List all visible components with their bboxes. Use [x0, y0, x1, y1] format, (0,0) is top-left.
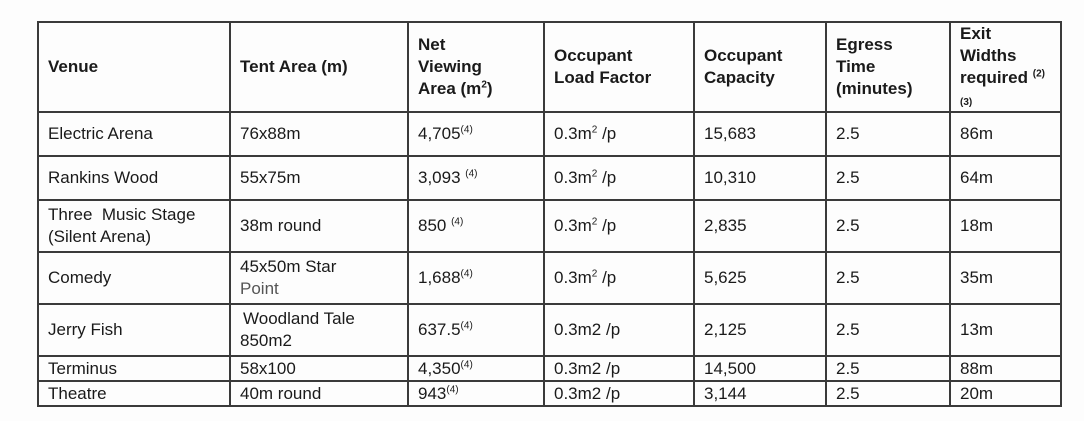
table-row — [38, 304, 1061, 356]
load-factor-cell: 0.3m2 /p — [544, 381, 694, 406]
tent-area-cell: 58x100 — [230, 356, 408, 381]
venue-capacity-table — [37, 21, 1062, 407]
header-venue: Venue — [38, 22, 230, 112]
table-header-row — [38, 22, 1061, 112]
table-row — [38, 112, 1061, 156]
exit-widths-cell: 35m — [950, 252, 1061, 304]
header-tent-area: Tent Area (m) — [230, 22, 408, 112]
header-net-viewing-area: Net Viewing Area $(m^2)$ — [408, 22, 544, 112]
net-area-cell: 943$^{(4)}$ — [408, 381, 544, 406]
venue-cell: Jerry Fish — [38, 304, 230, 356]
net-area-cell: 4,350$^{(4)}$ — [408, 356, 544, 381]
egress-cell: 2.5 — [826, 200, 950, 252]
table-row — [38, 200, 1061, 252]
table-row — [38, 252, 1061, 304]
net-area-cell: 637.5$^{(4)}$ — [408, 304, 544, 356]
venue-cell: Electric Arena — [38, 112, 230, 156]
table-row — [38, 156, 1061, 200]
egress-cell: 2.5 — [826, 381, 950, 406]
venue-cell: Rankins Wood — [38, 156, 230, 200]
tent-area-cell: 40m round — [230, 381, 408, 406]
egress-cell: 2.5 — [826, 304, 950, 356]
load-factor-cell: $0.3m^2$ /p — [544, 156, 694, 200]
load-factor-cell: $0.3m^2$ /p — [544, 112, 694, 156]
egress-cell: 2.5 — [826, 112, 950, 156]
load-factor-cell: 0.3m2 /p — [544, 356, 694, 381]
capacity-cell: 15,683 — [694, 112, 826, 156]
egress-cell: 2.5 — [826, 156, 950, 200]
header-egress-time: Egress Time (minutes) — [826, 22, 950, 112]
exit-widths-cell: 88m — [950, 356, 1061, 381]
capacity-cell: 10,310 — [694, 156, 826, 200]
capacity-cell: 14,500 — [694, 356, 826, 381]
net-area-cell: 3,093 $^{(4)}$ — [408, 156, 544, 200]
load-factor-cell: $0.3m^2$ /p — [544, 200, 694, 252]
tent-area-cell: 76x88m — [230, 112, 408, 156]
capacity-cell: 2,125 — [694, 304, 826, 356]
tent-area-cell: 45x50m Star Point — [230, 252, 408, 304]
net-area-cell: 1,688$^{(4)}$ — [408, 252, 544, 304]
exit-widths-cell: 18m — [950, 200, 1061, 252]
venue-cell: Comedy — [38, 252, 230, 304]
tent-area-cell: Woodland Tale 850m2 — [230, 304, 408, 356]
table-row — [38, 381, 1061, 406]
header-exit-widths: Exit Widths required $^{(2)}$ (3) — [950, 22, 1061, 112]
load-factor-cell: $0.3m^2$ /p — [544, 252, 694, 304]
net-area-cell: 850 $^{(4)}$ — [408, 200, 544, 252]
tent-area-cell: 55x75m — [230, 156, 408, 200]
venue-cell: Theatre — [38, 381, 230, 406]
net-area-cell: 4,705$^{(4)}$ — [408, 112, 544, 156]
table-row — [38, 356, 1061, 381]
capacity-cell: 2,835 — [694, 200, 826, 252]
venue-cell: Terminus — [38, 356, 230, 381]
exit-widths-cell: 86m — [950, 112, 1061, 156]
capacity-cell: 3,144 — [694, 381, 826, 406]
egress-cell: 2.5 — [826, 252, 950, 304]
egress-cell: 2.5 — [826, 356, 950, 381]
tent-area-cell: 38m round — [230, 200, 408, 252]
venue-cell: Three Music Stage (Silent Arena) — [38, 200, 230, 252]
exit-widths-cell: 64m — [950, 156, 1061, 200]
header-occupant-capacity: Occupant Capacity — [694, 22, 826, 112]
load-factor-cell: 0.3m2 /p — [544, 304, 694, 356]
exit-widths-cell: 20m — [950, 381, 1061, 406]
capacity-cell: 5,625 — [694, 252, 826, 304]
exit-widths-cell: 13m — [950, 304, 1061, 356]
header-occupant-load-factor: Occupant Load Factor — [544, 22, 694, 112]
